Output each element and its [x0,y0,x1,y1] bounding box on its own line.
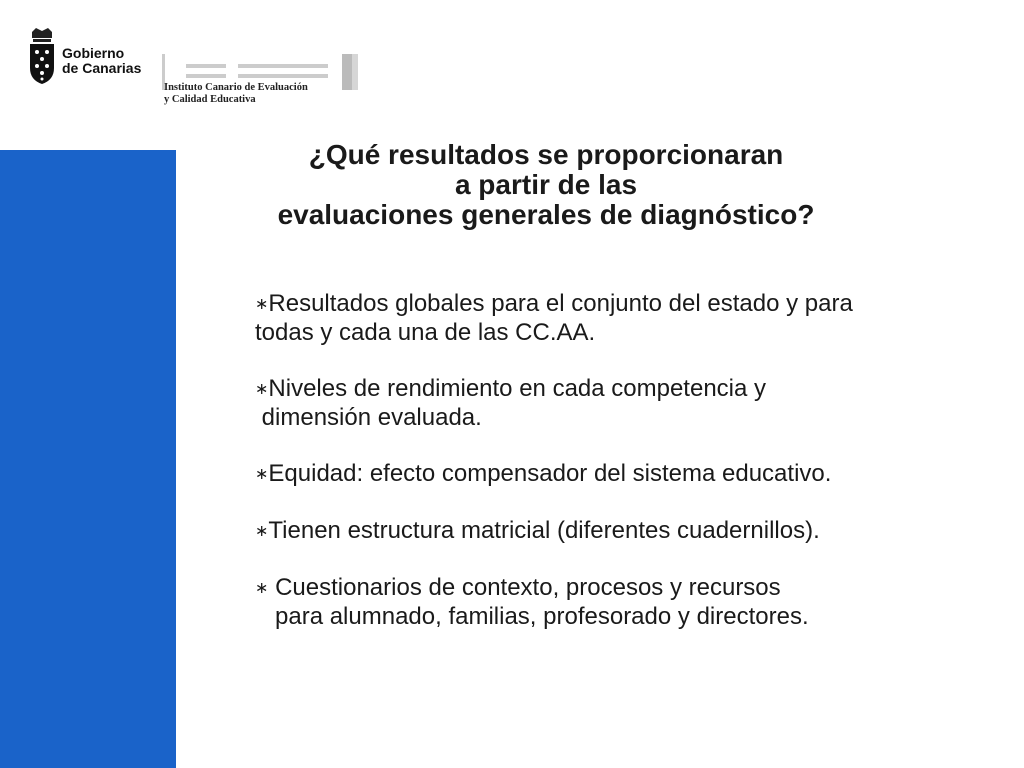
bullet-text: dimensión evaluada. [255,404,482,431]
title-line: a partir de las [454,169,638,200]
asterisk-bullet-icon: ∗ [255,523,269,540]
gobierno-line1: Gobierno [62,45,125,61]
title-line: evaluaciones generales de diagnóstico? [277,199,815,230]
asterisk-bullet-icon: ∗ [255,381,269,398]
asterisk-bullet-icon: ∗ [255,580,269,597]
asterisk-bullet-icon: ∗ [255,296,269,313]
gobierno-de-canarias-logo [26,28,156,88]
asterisk-bullet-icon: ∗ [255,466,269,483]
bullet-item [255,574,995,631]
bullet-text: Resultados globales para el conjunto del estado y para [268,290,853,317]
bullet-text: Equidad: efecto compensador del sistema educativo. [268,460,832,487]
canarias-crest-icon [26,28,58,86]
bullet-item [255,375,995,432]
gobierno-line2: de Canarias [62,60,142,76]
bullet-text: Cuestionarios de contexto, procesos y recursos [268,574,781,601]
bullet-text: Niveles de rendimiento en cada competencia y [268,375,767,402]
iceg-line2: y Calidad Educativa [164,94,256,105]
bullet-item [255,290,995,347]
title-line: ¿Qué resultados se proporcionaran [308,139,784,170]
blue-sidebar-bar [0,150,176,768]
iceg-line1: Instituto Canario de Evaluación [164,82,308,93]
bullet-text: para alumnado, familias, profesorado y directores. [255,603,809,630]
bullet-list [255,290,995,659]
bullet-text: todas y cada una de las CC.AA. [255,319,596,346]
bullet-text: Tienen estructura matricial (diferentes cuadernillos). [268,517,820,544]
bullet-item [255,460,995,489]
gobierno-text [62,46,141,76]
iceg-logo [152,48,362,118]
slide-title [176,140,916,230]
bullet-item [255,517,995,546]
iceg-text [164,82,308,106]
